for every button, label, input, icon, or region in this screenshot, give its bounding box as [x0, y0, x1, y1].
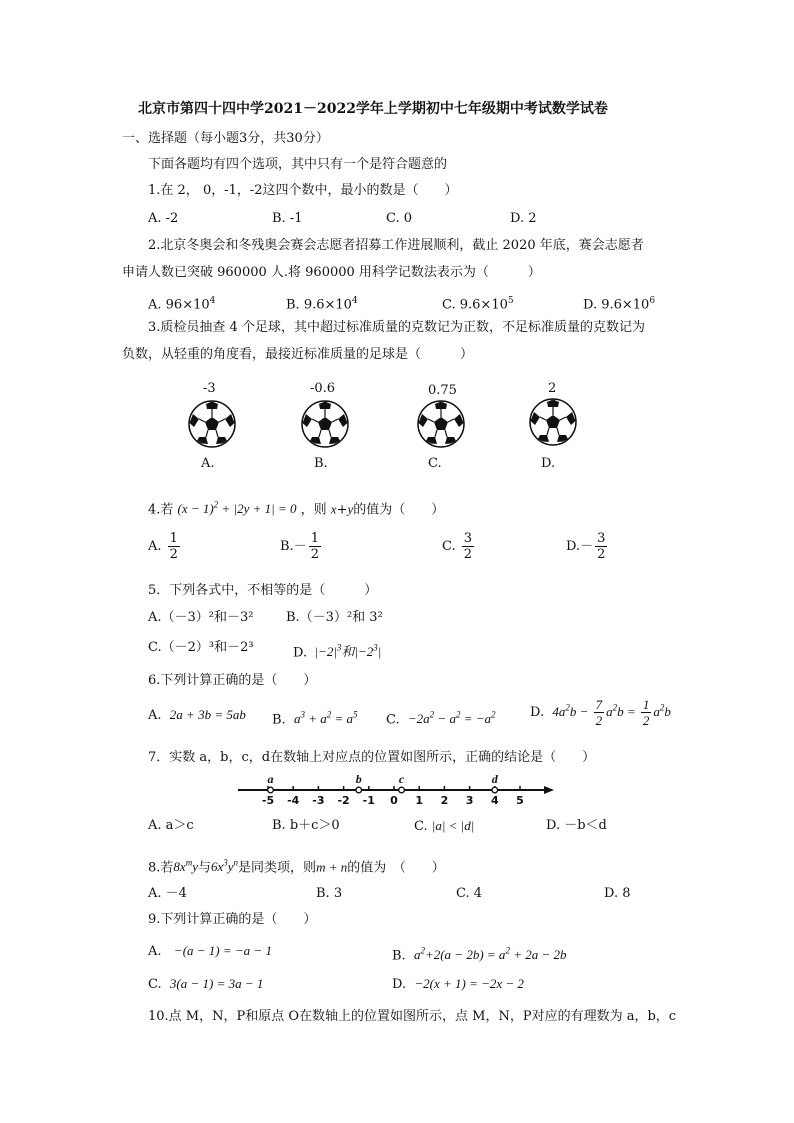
q8-option-a: A. －4 [148, 886, 187, 901]
ball-a-label: A. [201, 456, 215, 471]
q4-expression: $(x - 1)^2 + |2y + 1| = 0$ [177, 500, 297, 517]
number-line-point [268, 787, 274, 793]
number-line-tick-label: 3 [465, 794, 474, 807]
q4-option-c: C. $\frac{3}{2}$ [442, 531, 473, 562]
soccer-ball-icon [300, 399, 350, 449]
q4-option-b: B.－ $\frac{1}{2}$ [280, 531, 319, 562]
q5-option-d-math: $|-2|^3$和$|-2^3|$ [311, 643, 382, 660]
q6-option-c: C. $-2a^2 - a^2 = -a^2$ [386, 710, 496, 728]
q7-number-line [236, 768, 558, 808]
number-line-tick-label: 2 [440, 794, 449, 807]
q3-stem-line2: 负数，从轻重的角度看，最接近标准质量的足球是（ ） [122, 347, 474, 362]
number-line-tick-label: -2 [337, 794, 350, 807]
number-line-point-label: b [355, 772, 362, 786]
q3-stem-line1: 3.质检员抽查 4 个足球，其中超过标准质量的克数记为正数，不足标准质量的克数记为 [148, 320, 645, 335]
q8-option-d: D. 8 [604, 886, 631, 901]
number-line-tick-label: 1 [415, 794, 424, 807]
number-line-tick-label: 5 [516, 794, 524, 807]
q6-stem: 6.下列计算正确的是（ ） [148, 673, 317, 688]
q9-option-a: A. −(a − 1) = −a − 1 [148, 943, 272, 959]
q5-option-a: A.（－3）²和－3² [148, 610, 254, 625]
q8-option-b: B. 3 [316, 886, 343, 901]
q1-option-c: C. 0 [386, 211, 413, 226]
number-line-point [399, 787, 405, 793]
q2-option-c: C. $9.6\times 10^5$ [442, 296, 514, 313]
q7-option-a: A. a＞c [148, 818, 194, 833]
q7-stem: 7．实数 a，b，c，d在数轴上对应点的位置如图所示，正确的结论是（ ） [148, 750, 596, 765]
q8-stem: 8.若$8x^my$与$6x^3y^n$是同类项，则m + n的值为 （ ） [148, 858, 445, 876]
number-line-point [356, 787, 362, 793]
q6-option-b: B. $a^3 + a^2 = a^5$ [272, 710, 358, 728]
soccer-ball-icon [187, 399, 237, 449]
q1-option-b: B. -1 [272, 211, 303, 226]
q9-stem: 9.下列计算正确的是（ ） [148, 912, 317, 927]
number-line-tick-label: 0 [390, 794, 398, 807]
number-line-tick-label: -5 [261, 794, 275, 807]
q8-option-c: C. 4 [456, 886, 483, 901]
q5-option-c: C.（－2）³和－2³ [148, 640, 254, 655]
number-line-tick-label: -3 [312, 794, 325, 807]
section-heading: 一、选择题（每小题3分，共30分） [122, 131, 329, 146]
number-line-point-label: c [398, 772, 405, 786]
q7-option-b: B. b＋c＞0 [272, 818, 340, 833]
q4-stem: 4.若 $(x - 1)^2 + |2y + 1| = 0$ ，则 x+y的值为（ ） [148, 500, 445, 518]
q2-option-b: B. $9.6\times 10^4$ [286, 296, 358, 313]
q5-option-d: D. $|-2|^3$和$|-2^3|$ [293, 643, 382, 661]
q9-option-c: C. 3(a − 1) = 3a − 1 [148, 976, 264, 992]
q1-stem: 1.在 2， 0，-1，-2这四个数中，最小的数是（ ） [148, 183, 458, 198]
q6-option-d: D. $4a^2b$ − $\frac{7}{2}$ $a^2b$ = $\frac{1}{2}$ $a^2b$ [530, 697, 671, 728]
soccer-ball-icon [528, 397, 578, 447]
q2-option-a: A. $96\times 10^4$ [148, 296, 216, 313]
q2-stem-line1: 2.北京冬奥会和冬残奥会赛会志愿者招募工作进展顺利，截止 2020 年底，赛会志愿者 [148, 238, 644, 253]
q7-option-d: D. －b＜d [546, 818, 607, 833]
q5-option-b: B.（－3）²和 3² [286, 610, 383, 625]
ball-b-label: B. [314, 456, 328, 471]
q2-stem-line2: 申请人数已突破 960000 人.将 960000 用科学记数法表示为（ ） [122, 265, 541, 280]
q9-option-b: B. $a^2+2(a - 2b) = a^2 + 2a - 2b$ [392, 946, 567, 964]
q9-option-d: D. −2(x + 1) = −2x − 2 [392, 976, 524, 992]
q10-stem: 10.点 M，N，P和原点 O在数轴上的位置如图所示，点 M，N，P对应的有理数为 a，b，c [148, 1009, 677, 1024]
soccer-ball-icon [416, 399, 466, 449]
ball-d-value: 2 [548, 381, 557, 396]
number-line-point-label: d [491, 772, 498, 786]
number-line-arrow [544, 786, 554, 794]
q2-option-d: D. $9.6\times 10^6$ [583, 296, 656, 313]
q7-option-c: C. |a| < |d| [414, 818, 475, 834]
ball-b-value: -0.6 [310, 381, 336, 396]
ball-c-value: 0.75 [428, 383, 457, 398]
q1-option-d: D. 2 [510, 211, 537, 226]
q4-option-d: D.－ $\frac{3}{2}$ [566, 531, 606, 562]
page-title: 北京市第四十四中学2021－2022学年上学期初中七年级期中考试数学试卷 [138, 101, 608, 117]
q4-option-a: A. $\frac{1}{2}$ [148, 531, 178, 562]
number-line-point [492, 787, 498, 793]
ball-a-value: -3 [203, 381, 216, 396]
number-line-tick-label: -4 [287, 794, 300, 807]
number-line-tick-label: 4 [490, 794, 499, 807]
q6-option-a: A. 2a + 3b = 5ab [148, 707, 246, 723]
number-line-tick-label: -1 [362, 794, 375, 807]
instructions: 下面各题均有四个选项，其中只有一个是符合题意的 [148, 157, 448, 172]
ball-c-label: C. [428, 456, 442, 471]
q5-stem: 5．下列各式中，不相等的是（ ） [148, 583, 378, 598]
number-line-point-label: a [267, 772, 274, 786]
ball-d-label: D. [541, 456, 556, 471]
q1-option-a: A. -2 [148, 211, 179, 226]
